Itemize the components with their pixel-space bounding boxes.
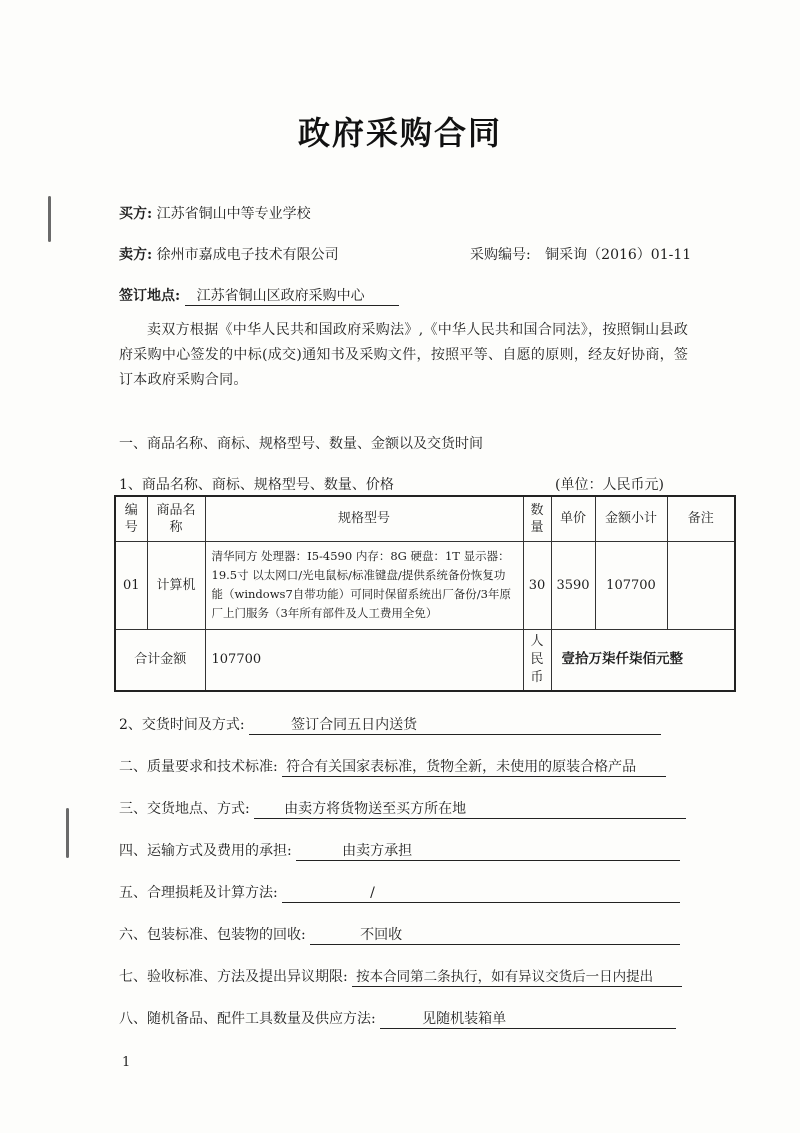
header-price: 单价 bbox=[551, 496, 595, 541]
procurement-label: 采购编号: bbox=[470, 247, 531, 263]
binding-mark-bottom bbox=[66, 808, 69, 858]
section-one-heading: 一、商品名称、商标、规格型号、数量、金额以及交货时间 bbox=[119, 436, 483, 452]
table-header-row bbox=[115, 496, 735, 541]
table-row bbox=[115, 541, 735, 629]
intro-paragraph: 卖双方根据《中华人民共和国政府采购法》,《中华人民共和国合同法》，按照铜山县政府采购中心签发的中标(成交)通知书及采购文件，按照平等、自愿的原则，经友好协商，签订本政府采购合同。 bbox=[119, 322, 689, 388]
term-label: 二、质量要求和技术标准: bbox=[119, 759, 278, 775]
total-words: 壹拾万柒仟柒佰元整 bbox=[551, 629, 735, 691]
term-label: 七、验收标准、方法及提出异议期限: bbox=[119, 969, 348, 985]
header-name: 商品名称 bbox=[147, 496, 205, 541]
seller-label: 卖方: bbox=[119, 247, 153, 263]
cell-price: 3590 bbox=[551, 541, 595, 629]
seller-line bbox=[119, 246, 339, 264]
term-label: 五、合理损耗及计算方法: bbox=[119, 885, 278, 901]
table-total-row bbox=[115, 629, 735, 691]
buyer-line bbox=[119, 205, 311, 223]
header-qty: 数量 bbox=[523, 496, 551, 541]
page-number: 1 bbox=[122, 1055, 131, 1070]
term-line bbox=[119, 758, 666, 777]
header-note: 备注 bbox=[667, 496, 735, 541]
binding-mark-top bbox=[48, 196, 51, 242]
term-value: 见随机装箱单 bbox=[380, 1010, 676, 1029]
total-label: 合计金额 bbox=[115, 629, 205, 691]
sign-place-label: 签订地点: bbox=[119, 288, 181, 304]
term-value: 符合有关国家表标准，货物全新，未使用的原装合格产品 bbox=[282, 758, 666, 777]
term-value: 不回收 bbox=[310, 926, 680, 945]
header-subtotal: 金额小计 bbox=[595, 496, 667, 541]
cell-note bbox=[667, 541, 735, 629]
term-label: 2、交货时间及方式: bbox=[119, 717, 245, 733]
term-line bbox=[119, 716, 661, 735]
seller-value: 徐州市嘉成电子技术有限公司 bbox=[156, 247, 339, 263]
header-spec: 规格型号 bbox=[205, 496, 523, 541]
sign-place-value: 江苏省铜山区政府采购中心 bbox=[185, 287, 399, 306]
total-value: 107700 bbox=[205, 629, 523, 691]
procurement-value: 铜采询（2016）01-11 bbox=[545, 247, 692, 263]
term-value: 按本合同第二条执行，如有异议交货后一日内提出 bbox=[352, 968, 682, 987]
term-line bbox=[119, 968, 682, 987]
cell-subtotal: 107700 bbox=[595, 541, 667, 629]
cell-spec: 清华同方 处理器：I5-4590 内存：8G 硬盘：1T 显示器：19.5寸 以太网口/光电鼠标/标准键盘/提供系统备份恢复功能（windows7自带功能）可同时保留系统出厂备份/3年原厂上门服务（3年所有部件及人工费用全免） bbox=[205, 541, 523, 629]
goods-table bbox=[114, 495, 736, 692]
contract-title: 政府采购合同 bbox=[297, 114, 502, 152]
sign-place-line bbox=[119, 287, 399, 306]
cell-name: 计算机 bbox=[147, 541, 205, 629]
term-line bbox=[119, 1010, 676, 1029]
term-value: / bbox=[282, 884, 680, 903]
buyer-label: 买方: bbox=[119, 206, 153, 222]
term-line bbox=[119, 926, 680, 945]
cell-qty: 30 bbox=[523, 541, 551, 629]
unit-note: (单位：人民币元) bbox=[555, 477, 664, 493]
term-label: 八、随机备品、配件工具数量及供应方法: bbox=[119, 1011, 376, 1027]
term-value: 签订合同五日内送货 bbox=[249, 716, 661, 735]
term-value: 由卖方承担 bbox=[296, 842, 680, 861]
term-line bbox=[119, 884, 680, 903]
term-label: 三、交货地点、方式: bbox=[119, 801, 250, 817]
header-no: 编号 bbox=[115, 496, 147, 541]
subsection-one-heading: 1、商品名称、商标、规格型号、数量、价格 bbox=[119, 477, 394, 493]
term-line bbox=[119, 800, 686, 819]
term-line bbox=[119, 842, 680, 861]
total-currency: 人民币 bbox=[523, 629, 551, 691]
term-label: 六、包装标准、包装物的回收: bbox=[119, 927, 306, 943]
term-label: 四、运输方式及费用的承担: bbox=[119, 843, 292, 859]
cell-no: 01 bbox=[115, 541, 147, 629]
procurement-line bbox=[470, 246, 691, 264]
buyer-value: 江苏省铜山中等专业学校 bbox=[156, 206, 311, 222]
term-value: 由卖方将货物送至买方所在地 bbox=[254, 800, 686, 819]
